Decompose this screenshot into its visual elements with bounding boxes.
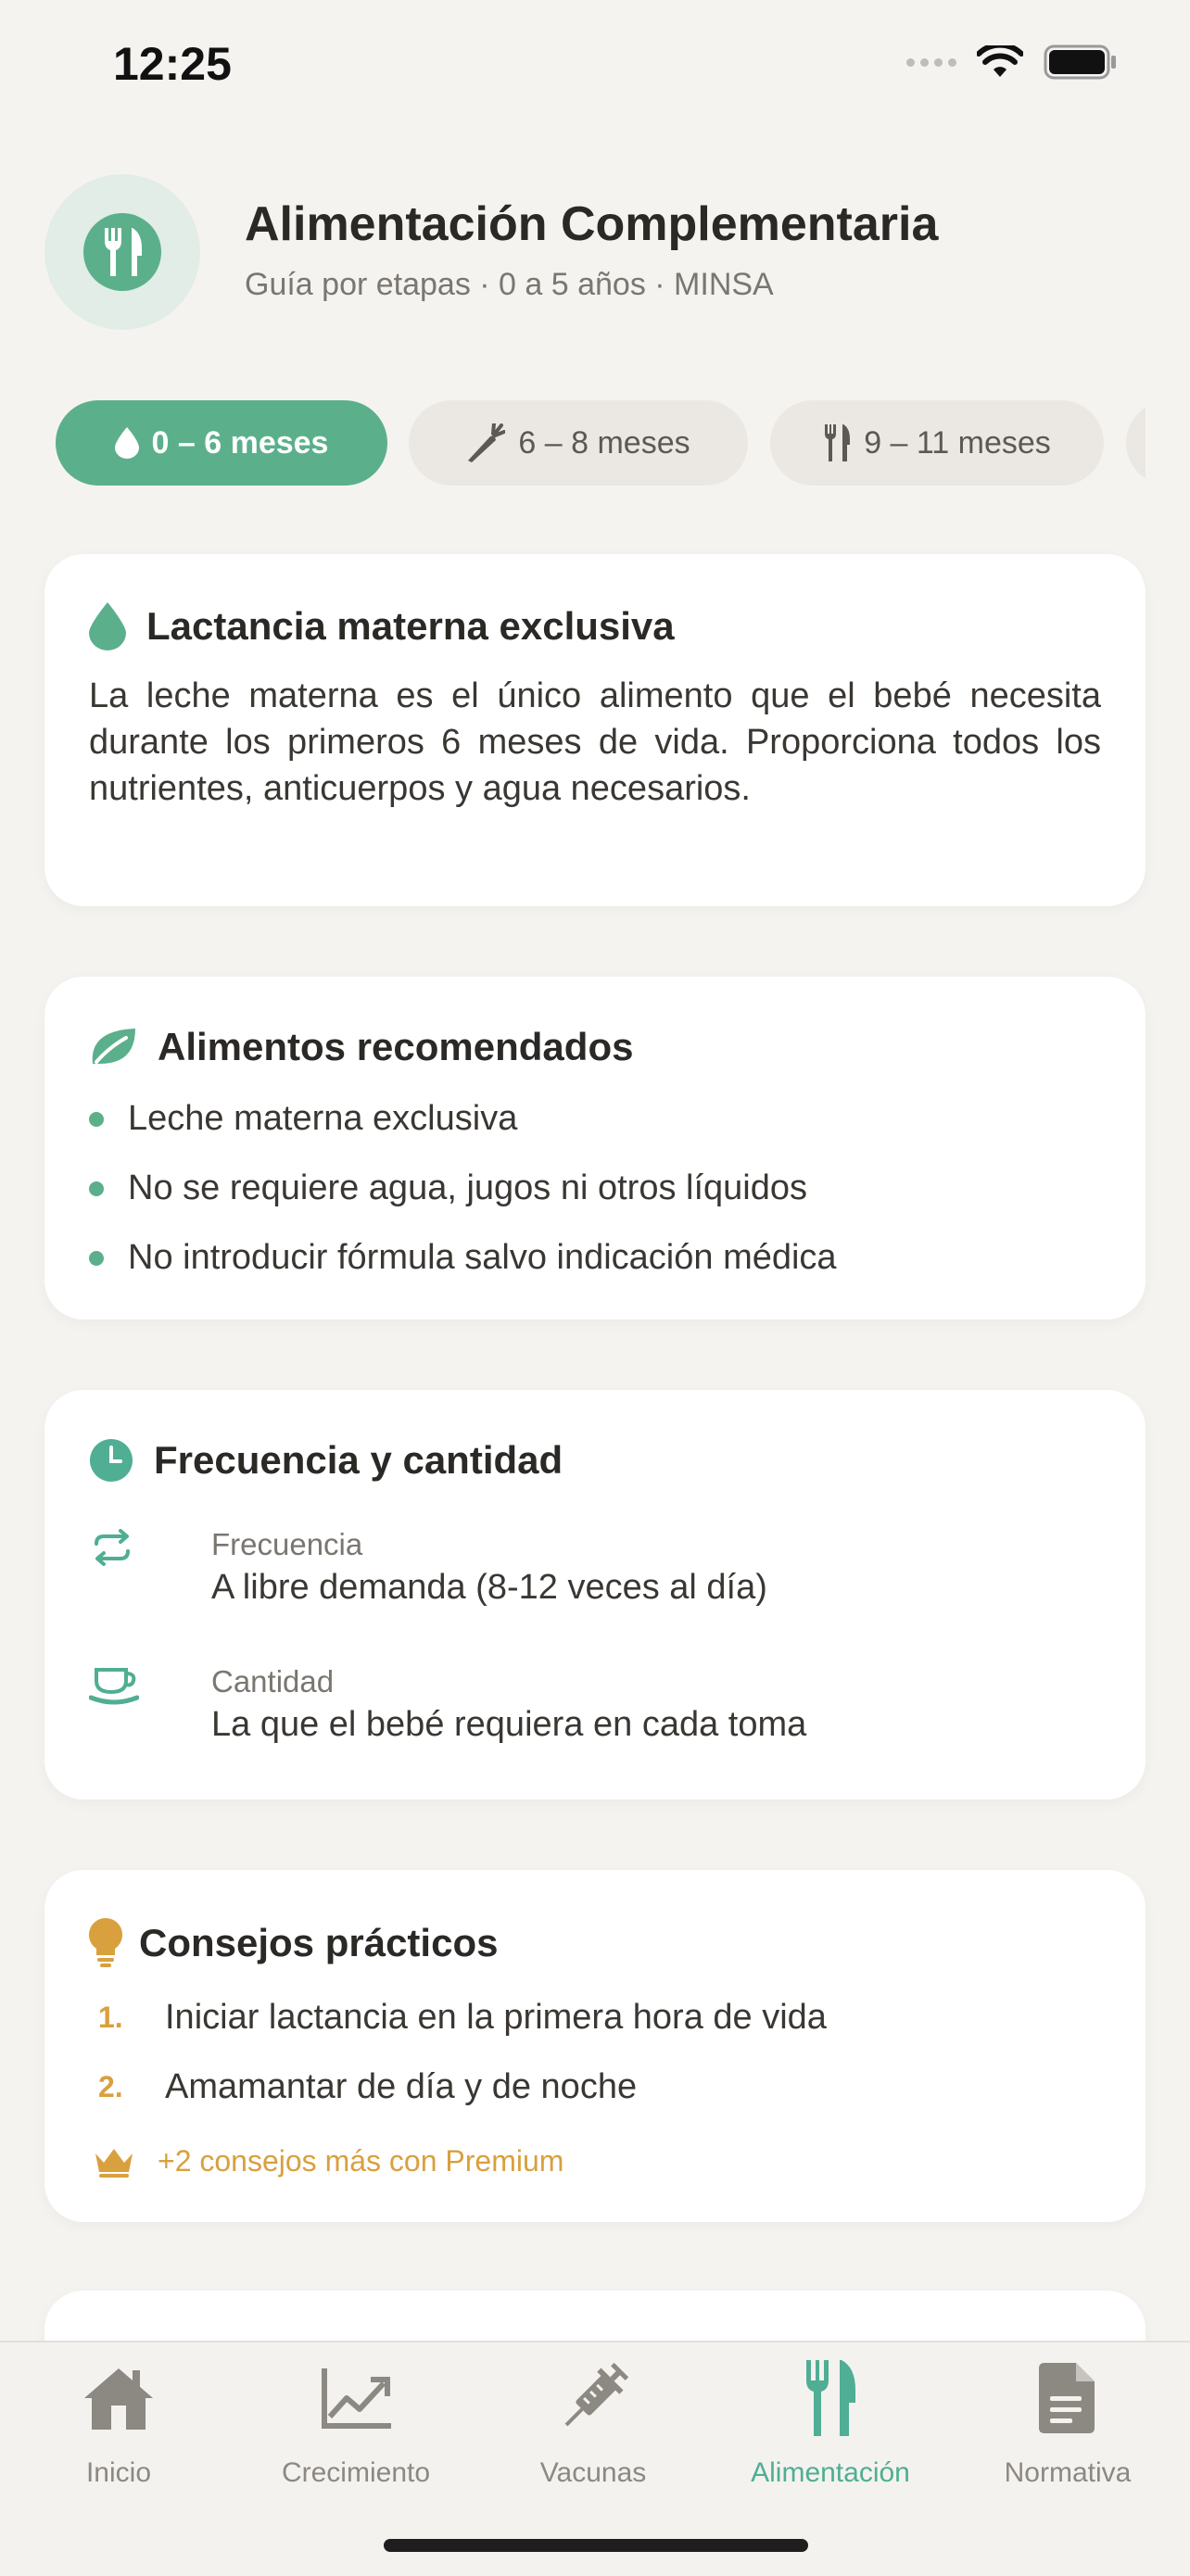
card-header bbox=[89, 1438, 563, 1483]
tab-0-6-meses[interactable] bbox=[56, 400, 387, 486]
card-title: Alimentos recomendados bbox=[158, 1025, 634, 1068]
amount-value: La que el bebé requiera en cada toma bbox=[211, 1705, 807, 1744]
fork-knife-icon bbox=[804, 2360, 856, 2436]
page-title: Alimentación Complementaria bbox=[245, 197, 939, 251]
lightbulb-icon bbox=[89, 1918, 122, 1968]
document-icon bbox=[1039, 2363, 1096, 2433]
tab-label: Alimentación bbox=[751, 2457, 910, 2488]
fork-knife-icon bbox=[823, 424, 851, 461]
tab-label: 9 – 11 meses bbox=[864, 424, 1051, 461]
crown-icon bbox=[93, 2146, 135, 2178]
tip-number: 1. bbox=[98, 2001, 123, 2034]
tab-label: 6 – 8 meses bbox=[518, 424, 690, 461]
tip-text: Amamantar de día y de noche bbox=[165, 2067, 638, 2106]
list-item bbox=[98, 1983, 827, 2052]
status-bar bbox=[0, 0, 1190, 130]
premium-text: +2 consejos más con Premium bbox=[158, 2144, 564, 2178]
frequency-label: Frecuencia bbox=[211, 1527, 363, 1561]
house-icon bbox=[81, 2365, 157, 2431]
home-indicator bbox=[384, 2539, 808, 2552]
cellular-signal-icon bbox=[906, 58, 956, 67]
chart-line-icon bbox=[319, 2365, 393, 2431]
page-header bbox=[44, 174, 1147, 332]
battery-icon bbox=[1044, 44, 1118, 80]
card-body-text: La leche materna es el único alimento que el bebé necesita durante los primeros 6 meses de vida. Proporciona todos los nutrientes, anticuerpos y agua necesarios. bbox=[89, 676, 1101, 808]
premium-upsell-link[interactable] bbox=[93, 2144, 563, 2178]
clock-icon bbox=[89, 1438, 133, 1483]
card-lactancia bbox=[44, 554, 1146, 906]
list-item bbox=[98, 2052, 827, 2122]
tab-label: Vacunas bbox=[539, 2457, 647, 2488]
tab-label: 0 – 6 meses bbox=[151, 424, 329, 461]
tab-label: Inicio bbox=[85, 2457, 152, 2488]
wifi-icon bbox=[977, 45, 1023, 79]
drop-icon bbox=[115, 427, 139, 459]
syringe-icon bbox=[555, 2360, 631, 2436]
recommended-foods-list bbox=[89, 1084, 837, 1293]
card-header bbox=[89, 1025, 633, 1069]
leaf-icon bbox=[89, 1027, 137, 1067]
tab-label: Normativa bbox=[1004, 2457, 1132, 2488]
tip-text: Iniciar lactancia en la primera hora de vida bbox=[165, 1998, 827, 2037]
card-title: Frecuencia y cantidad bbox=[154, 1438, 563, 1482]
card-header bbox=[89, 1918, 498, 1968]
tab-inicio[interactable] bbox=[0, 2342, 237, 2488]
card-consejos bbox=[44, 1870, 1146, 2222]
card-header bbox=[89, 602, 675, 650]
tab-label: Crecimiento bbox=[281, 2457, 431, 2488]
repeat-icon bbox=[89, 1529, 135, 1566]
tab-6-8-meses[interactable] bbox=[409, 400, 748, 486]
list-item: No introducir fórmula salvo indicación médica bbox=[89, 1223, 837, 1293]
drop-icon bbox=[89, 602, 126, 650]
list-item: No se requiere agua, jugos ni otros líquidos bbox=[89, 1154, 837, 1223]
card-alimentos bbox=[44, 977, 1146, 1320]
list-item: Leche materna exclusiva bbox=[89, 1084, 837, 1154]
tab-9-11-meses[interactable] bbox=[770, 400, 1104, 486]
tab-normativa[interactable] bbox=[949, 2342, 1186, 2488]
tab-vacunas[interactable] bbox=[475, 2342, 712, 2488]
tip-number: 2. bbox=[98, 2070, 123, 2103]
card-frecuencia bbox=[44, 1390, 1146, 1799]
tab-crecimiento[interactable] bbox=[237, 2342, 475, 2488]
header-icon-badge bbox=[44, 174, 200, 330]
fork-knife-icon bbox=[101, 228, 144, 276]
card-title: Lactancia materna exclusiva bbox=[146, 604, 675, 648]
frequency-value: A libre demanda (8-12 veces al día) bbox=[211, 1568, 767, 1607]
tab-next-partial[interactable] bbox=[1126, 400, 1146, 486]
status-time: 12:25 bbox=[113, 38, 232, 90]
status-icons bbox=[906, 44, 1118, 80]
carrot-icon bbox=[466, 423, 505, 462]
amount-label: Cantidad bbox=[211, 1664, 335, 1698]
cup-icon bbox=[89, 1666, 139, 1705]
card-title: Consejos prácticos bbox=[139, 1921, 499, 1964]
stage-tabs bbox=[56, 400, 1146, 486]
tips-list bbox=[98, 1983, 827, 2122]
tab-alimentacion[interactable] bbox=[712, 2342, 949, 2488]
page-subtitle: Guía por etapas · 0 a 5 años · MINSA bbox=[245, 267, 774, 302]
